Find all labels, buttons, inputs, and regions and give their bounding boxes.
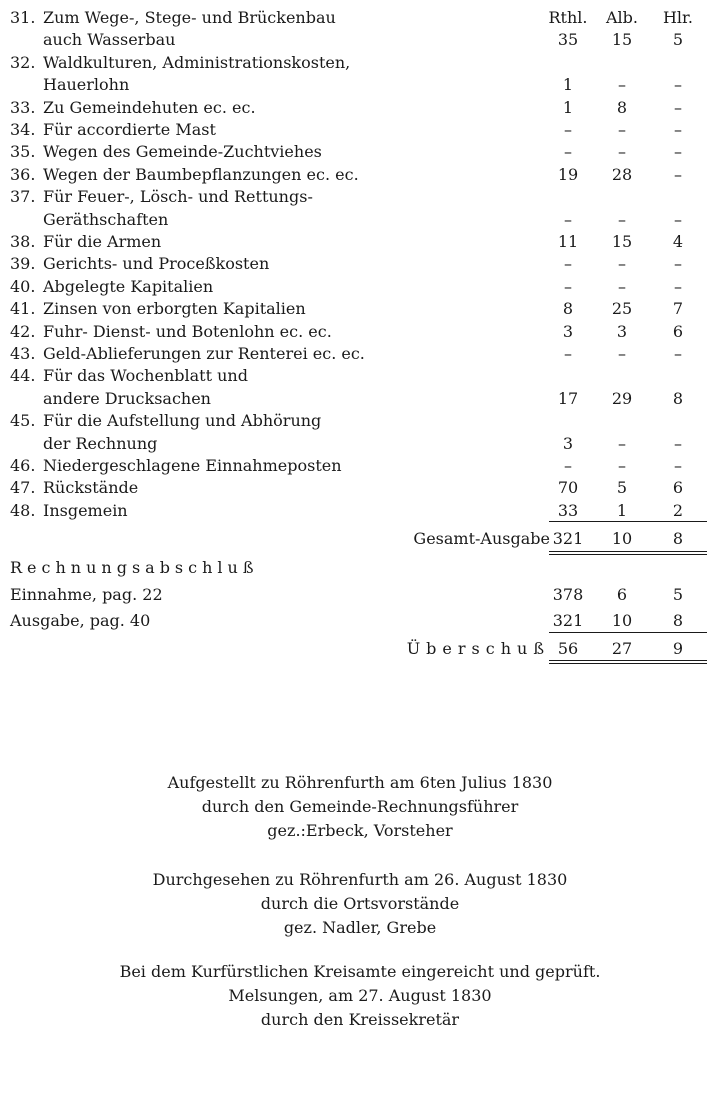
signature-block (0, 771, 720, 843)
row-label: Rückstände (43, 478, 139, 498)
value-rthl: – (564, 209, 572, 229)
ledger-line (0, 97, 720, 119)
row-label: Für accordierte Mast (43, 120, 216, 139)
closing-title-text: Rechnungsabschluß (10, 558, 259, 577)
signature-line: durch den Gemeinde-Rechnungsführer (201, 797, 519, 816)
expense-value-alb: 10 (611, 611, 633, 630)
signature-line: Melsungen, am 27. August 1830 (228, 986, 492, 1005)
value-rthl: – (564, 276, 572, 296)
ledger-line (0, 253, 720, 275)
income-row (0, 584, 720, 606)
value-alb: 3 (616, 321, 628, 341)
ledger-line (0, 298, 720, 320)
value-rthl: 17 (557, 388, 579, 408)
income-value-rthl: 378 (552, 585, 584, 604)
closing-double-rule-bottom (549, 663, 707, 664)
ledger-line (0, 433, 720, 455)
value-hlr: 5 (672, 30, 684, 50)
total-value-rthl: 321 (552, 529, 584, 549)
row-number: 31. (10, 8, 36, 27)
value-rthl: 70 (557, 478, 579, 498)
row-number: 39. (10, 254, 36, 274)
value-rthl: 19 (557, 164, 579, 184)
value-hlr: 2 (672, 500, 684, 520)
ledger-line (0, 455, 720, 477)
column-header-hlr: Hlr. (662, 8, 694, 27)
row-number: 40. (10, 276, 36, 296)
value-hlr: – (674, 456, 682, 475)
ledger-line (0, 141, 720, 163)
expense-label: Ausgabe, pag. 40 (10, 611, 151, 630)
value-hlr: – (674, 142, 682, 162)
double-rule-bottom (549, 554, 707, 555)
row-label: Hauerlohn (43, 75, 130, 95)
ledger-line (0, 7, 720, 29)
row-label: Für das Wochenblatt und (43, 366, 248, 386)
row-label: Für Feuer-, Lösch- und Rettungs- (43, 187, 313, 207)
row-number: 36. (10, 164, 36, 184)
value-rthl: 11 (557, 232, 579, 251)
value-alb: – (618, 120, 626, 139)
signature-line: gez.:Erbeck, Vorsteher (267, 821, 453, 840)
value-alb: 15 (611, 232, 633, 251)
signature-line: Bei dem Kurfürstlichen Kreisamte eingereicht und geprüft. (119, 962, 601, 981)
value-rthl: 33 (557, 500, 579, 520)
value-hlr: 8 (672, 388, 684, 408)
value-rthl: 1 (562, 97, 574, 117)
row-label: Abgelegte Kapitalien (43, 276, 214, 296)
income-value-hlr: 5 (672, 585, 684, 604)
row-label: andere Drucksachen (43, 388, 211, 408)
row-label: Für die Aufstellung und Abhörung (43, 411, 322, 431)
row-label: Niedergeschlagene Einnahmeposten (43, 456, 342, 475)
row-label: der Rechnung (43, 433, 158, 453)
total-label: Gesamt-Ausgabe (413, 529, 550, 549)
value-hlr: – (674, 75, 682, 95)
value-alb: 15 (611, 30, 633, 50)
value-rthl: – (564, 344, 572, 363)
signature-line: durch die Ortsvorstände (260, 894, 460, 913)
closing-double-rule-top (549, 660, 707, 661)
ledger-line (0, 477, 720, 499)
signature-line: Aufgestellt zu Röhrenfurth am 6ten Julius 1830 (167, 773, 553, 792)
signature-line: durch den Kreissekretär (260, 1010, 460, 1029)
row-label: Zu Gemeindehuten ec. ec. (43, 97, 256, 117)
row-number: 42. (10, 321, 36, 341)
value-alb: – (618, 456, 626, 475)
income-value-alb: 6 (616, 585, 628, 604)
value-alb: 28 (611, 164, 633, 184)
total-value-alb: 10 (611, 529, 633, 549)
value-rthl: 1 (562, 75, 574, 95)
row-label: auch Wasserbau (43, 30, 176, 50)
signature-block (0, 960, 720, 1032)
row-number: 43. (10, 344, 36, 363)
total-row (0, 528, 720, 550)
sum-rule (549, 521, 707, 522)
row-number: 46. (10, 456, 36, 475)
ledger-line (0, 164, 720, 186)
value-hlr: – (674, 164, 682, 184)
value-alb: – (618, 276, 626, 296)
ledger-line (0, 29, 720, 51)
value-rthl: – (564, 142, 572, 162)
column-header-alb: Alb. (606, 8, 638, 27)
closing-title (0, 557, 720, 579)
ledger-line (0, 343, 720, 365)
row-label: Zinsen von erborgten Kapitalien (43, 299, 306, 319)
row-number: 37. (10, 187, 36, 207)
expense-row (0, 610, 720, 632)
signature-line: Durchgesehen zu Röhrenfurth am 26. August 1830 (152, 870, 568, 889)
ledger-line (0, 186, 720, 208)
value-hlr: – (674, 97, 682, 117)
value-alb: – (618, 75, 626, 95)
value-alb: 29 (611, 388, 633, 408)
value-alb: 5 (616, 478, 628, 498)
ledger-line (0, 276, 720, 298)
column-header-rthl: Rthl. (548, 8, 588, 27)
value-hlr: – (674, 276, 682, 296)
value-rthl: 35 (557, 30, 579, 50)
row-number: 47. (10, 478, 36, 498)
value-rthl: 8 (562, 299, 574, 319)
value-hlr: 7 (672, 299, 684, 319)
ledger-line (0, 52, 720, 74)
double-rule-top (549, 551, 707, 552)
value-rthl: 3 (562, 321, 574, 341)
row-number: 41. (10, 299, 36, 319)
row-number: 32. (10, 52, 36, 72)
ledger-line (0, 119, 720, 141)
signature-block (0, 868, 720, 940)
value-hlr: – (674, 254, 682, 274)
income-label: Einnahme, pag. 22 (10, 585, 163, 604)
row-label: Für die Armen (43, 232, 162, 251)
value-alb: 8 (616, 97, 628, 117)
value-hlr: 6 (672, 478, 684, 498)
row-number: 38. (10, 232, 36, 251)
value-alb: – (618, 209, 626, 229)
surplus-value-alb: 27 (611, 639, 633, 658)
row-label: Zum Wege-, Stege- und Brückenbau (43, 8, 336, 27)
ledger-line (0, 74, 720, 96)
surplus-label: Überschuß (406, 639, 550, 658)
row-label: Fuhr- Dienst- und Botenlohn ec. ec. (43, 321, 332, 341)
value-hlr: 4 (672, 232, 684, 251)
row-label: Waldkulturen, Administrationskosten, (43, 52, 351, 72)
value-hlr: – (674, 209, 682, 229)
value-hlr: 6 (672, 321, 684, 341)
surplus-value-rthl: 56 (557, 639, 579, 658)
row-label: Geld-Ablieferungen zur Renterei ec. ec. (43, 344, 365, 363)
signature-line: gez. Nadler, Grebe (283, 918, 437, 937)
value-rthl: – (564, 456, 572, 475)
row-number: 45. (10, 411, 36, 431)
ledger-line (0, 231, 720, 253)
closing-sum-rule (549, 632, 707, 633)
value-hlr: – (674, 433, 682, 453)
expense-value-rthl: 321 (552, 611, 584, 630)
surplus-row (0, 638, 720, 660)
row-label: Geräthschaften (43, 209, 169, 229)
row-label: Insgemein (43, 500, 128, 520)
value-alb: – (618, 142, 626, 162)
row-label: Wegen der Baumbepflanzungen ec. ec. (43, 164, 359, 184)
expense-value-hlr: 8 (672, 611, 684, 630)
value-alb: – (618, 254, 626, 274)
row-number: 48. (10, 500, 36, 520)
row-number: 44. (10, 366, 36, 386)
ledger-line (0, 365, 720, 387)
ledger-line (0, 500, 720, 522)
ledger-line (0, 209, 720, 231)
row-label: Gerichts- und Proceßkosten (43, 254, 270, 274)
ledger-line (0, 321, 720, 343)
value-alb: – (618, 344, 626, 363)
ledger-line (0, 410, 720, 432)
surplus-value-hlr: 9 (672, 639, 684, 658)
value-hlr: – (674, 120, 682, 139)
value-hlr: – (674, 344, 682, 363)
total-value-hlr: 8 (672, 529, 684, 549)
value-rthl: – (564, 254, 572, 274)
value-alb: 25 (611, 299, 633, 319)
row-number: 33. (10, 97, 36, 117)
value-alb: 1 (616, 500, 628, 520)
row-number: 34. (10, 120, 36, 139)
value-alb: – (618, 433, 626, 453)
row-label: Wegen des Gemeinde-Zuchtviehes (43, 142, 322, 162)
row-number: 35. (10, 142, 36, 162)
value-rthl: – (564, 120, 572, 139)
value-rthl: 3 (562, 433, 574, 453)
ledger-line (0, 388, 720, 410)
